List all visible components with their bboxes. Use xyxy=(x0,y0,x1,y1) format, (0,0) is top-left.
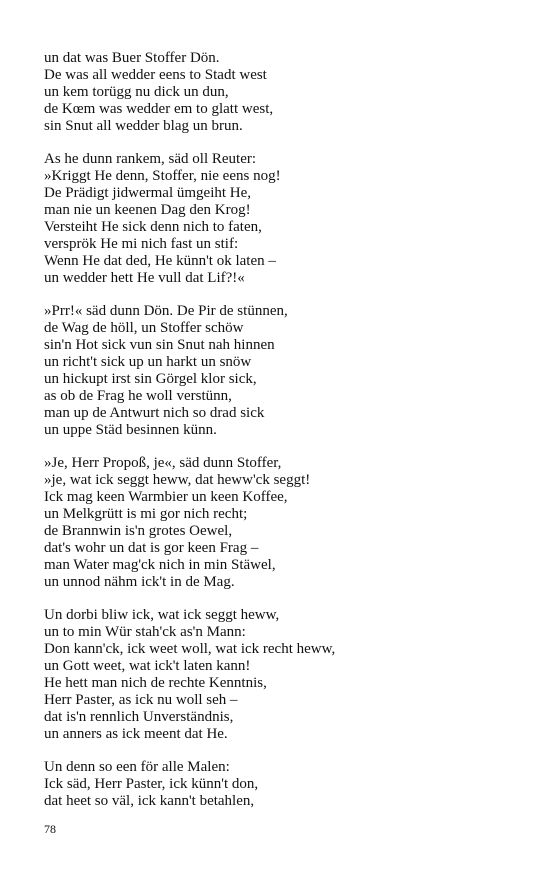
verse-line: sin Snut all wedder blag un brun. xyxy=(44,118,243,134)
verse-line: Ick säd, Herr Paster, ick künn't don, xyxy=(44,776,259,792)
verse-line: un kem torügg nu dick un dun, xyxy=(44,84,229,100)
stanza xyxy=(44,759,524,810)
poem-text xyxy=(44,50,524,826)
verse-line: De Prädigt jidwermal ümgeiht He, xyxy=(44,185,252,201)
verse-line: man nie un keenen Dag den Krog! xyxy=(44,202,251,218)
verse-line: man up de Antwurt nich so drad sick xyxy=(44,405,265,421)
verse-line: de Brannwin is'n grotes Oewel, xyxy=(44,523,233,539)
verse-line: un hickupt irst sin Görgel klor sick, xyxy=(44,371,257,387)
verse-line: Wenn He dat ded, He künn't ok laten – xyxy=(44,253,276,269)
stanza xyxy=(44,607,524,743)
verse-line: Versteiht He sick denn nich to faten, xyxy=(44,219,262,235)
verse-line: »Kriggt He denn, Stoffer, nie eens nog! xyxy=(44,168,281,184)
verse-line: Ick mag keen Warmbier un keen Koffee, xyxy=(44,489,288,505)
verse-line: un to min Wür stah'ck as'n Mann: xyxy=(44,624,246,640)
verse-line: un anners as ick meent dat He. xyxy=(44,726,228,742)
verse-line: dat's wohr un dat is gor keen Frag – xyxy=(44,540,259,556)
verse-line: dat heet so väl, ick kann't betahlen, xyxy=(44,793,255,809)
verse-line: He hett man nich de rechte Kenntnis, xyxy=(44,675,267,691)
verse-line: de Wag de höll, un Stoffer schöw xyxy=(44,320,244,336)
verse-line: Herr Paster, as ick nu woll seh – xyxy=(44,692,238,708)
stanza xyxy=(44,455,524,591)
verse-line: un unnod nähm ick't in de Mag. xyxy=(44,574,235,590)
verse-line: de Kœm was wedder em to glatt west, xyxy=(44,101,274,117)
verse-line: un wedder hett He vull dat Lif?!« xyxy=(44,270,245,286)
verse-line: dat is'n rennlich Unverständnis, xyxy=(44,709,234,725)
verse-line: sin'n Hot sick vun sin Snut nah hinnen xyxy=(44,337,275,353)
stanza xyxy=(44,303,524,439)
verse-line: De was all wedder eens to Stadt west xyxy=(44,67,267,83)
verse-line: As he dunn rankem, säd oll Reuter: xyxy=(44,151,257,167)
stanza xyxy=(44,151,524,287)
verse-line: un dat was Buer Stoffer Dön. xyxy=(44,50,220,66)
verse-line: »Je, Herr Propoß, je«, säd dunn Stoffer, xyxy=(44,455,282,471)
verse-line: Don kann'ck, ick weet woll, wat ick recht heww, xyxy=(44,641,336,657)
verse-line: un Melkgrütt is mi gor nich recht; xyxy=(44,506,248,522)
verse-line: un richt't sick up un harkt un snöw xyxy=(44,354,252,370)
verse-line: Un denn so een för alle Malen: xyxy=(44,759,230,775)
verse-line: »je, wat ick seggt heww, dat heww'ck seggt! xyxy=(44,472,311,488)
verse-line: versprök He mi nich fast un stif: xyxy=(44,236,239,252)
verse-line: »Prr!« säd dunn Dön. De Pir de stünnen, xyxy=(44,303,288,319)
stanza xyxy=(44,50,524,135)
verse-line: Un dorbi bliw ick, wat ick seggt heww, xyxy=(44,607,280,623)
page-number: 78 xyxy=(44,822,56,836)
verse-line: man Water mag'ck nich in min Stäwel, xyxy=(44,557,276,573)
verse-line: un Gott weet, wat ick't laten kann! xyxy=(44,658,251,674)
verse-line: un uppe Städ besinnen künn. xyxy=(44,422,217,438)
verse-line: as ob de Frag he woll verstünn, xyxy=(44,388,232,404)
